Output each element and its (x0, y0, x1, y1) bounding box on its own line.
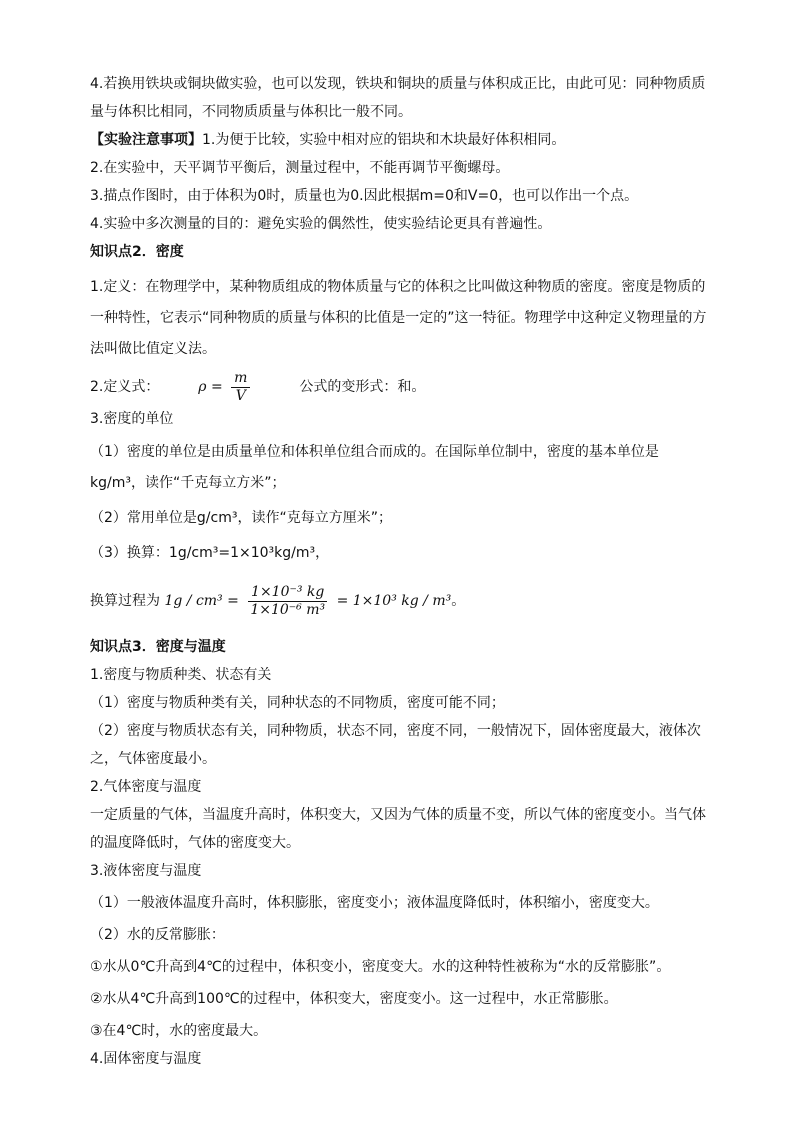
conversion-line (90, 579, 710, 623)
formula-numerator: m (231, 370, 250, 388)
notes-item-4: 4.实验中多次测量的目的：避免实验的偶然性，使实验结论更具有普遍性。 (90, 216, 552, 232)
water-anomaly-a: ①水从0℃升高到4℃的过程中，体积变小，密度变大。水的这种特性被称为“水的反常膨胀”。 (90, 959, 671, 975)
temp-section-1-item-2: （2）密度与物质状态有关，同种物质，状态不同，密度不同，一般情况下，固体密度最大，液体次之，气体密度最小。 (90, 723, 701, 767)
notes-line-1 (90, 126, 710, 154)
temp-section-4: 4.固体密度与温度 (90, 1051, 202, 1067)
unit-item-2: （2）常用单位是g/cm³，读作“克每立方厘米”； (90, 510, 392, 526)
conversion-rhs: = 1×10³ kg / m³ (336, 593, 452, 609)
temp-section-3-item-1: （1）一般液体温度升高时，体积膨胀，密度变小；液体温度降低时，体积缩小，密度变大。 (90, 895, 659, 911)
paragraph-iron-copper: 4.若换用铁块或铜块做实验，也可以发现，铁块和铜块的质量与体积成正比，由此可见：同种物质质量与体积比相同，不同物质质量与体积比一般不同。 (90, 76, 706, 120)
notes-heading: 【实验注意事项】 (90, 132, 202, 148)
conversion-label: 换算过程为 (90, 593, 160, 609)
formula-fraction (231, 370, 250, 405)
unit-item-1: （1）密度的单位是由质量单位和体积单位组合而成的。在国际单位制中，密度的基本单位是kg/m³，读作“千克每立方米”； (90, 444, 659, 491)
conversion-numerator: 1×10⁻³ kg (248, 584, 327, 602)
knowledge-point-2-title: 知识点2．密度 (90, 244, 184, 260)
temp-section-3: 3.液体密度与温度 (90, 863, 202, 879)
water-anomaly-c: ③在4℃时，水的密度最大。 (90, 1023, 268, 1039)
conversion-end: 。 (451, 593, 466, 609)
temp-section-3-item-2: （2）水的反常膨胀： (90, 927, 225, 943)
formula-label: 2.定义式： (90, 379, 160, 395)
temp-section-2: 2.气体密度与温度 (90, 779, 202, 795)
formula-equals: = (210, 379, 223, 395)
notes-item-2: 2.在实验中，天平调节平衡后，测量过程中，不能再调节平衡螺母。 (90, 160, 510, 176)
document-page (90, 70, 710, 1073)
conversion-lhs: 1g / cm³ = (164, 593, 239, 609)
formula-line (90, 369, 710, 405)
temp-section-1-item-1: （1）密度与物质种类有关，同种状态的不同物质，密度可能不同； (90, 695, 505, 711)
unit-title: 3.密度的单位 (90, 411, 174, 427)
formula-denominator: V (235, 387, 246, 404)
water-anomaly-b: ②水从4℃升高到100℃的过程中，体积变大，密度变小。这一过程中，水正常膨胀。 (90, 991, 618, 1007)
formula-rho: ρ (198, 379, 207, 395)
notes-item-3: 3.描点作图时，由于体积为0时，质量也为0.因此根据m=0和V=0，也可以作出一个点。 (90, 188, 639, 204)
notes-item-1: 1.为便于比较，实验中相对应的铝块和木块最好体积相同。 (202, 132, 566, 148)
formula-variant: 公式的变形式：和。 (299, 379, 426, 395)
temp-section-2-body: 一定质量的气体，当温度升高时，体积变大，又因为气体的质量不变，所以气体的密度变小。当气体的温度降低时，气体的密度变大。 (90, 807, 706, 851)
conversion-fraction (247, 584, 328, 619)
temp-section-1: 1.密度与物质种类、状态有关 (90, 667, 272, 683)
density-definition: 1.定义：在物理学中，某种物质组成的物体质量与它的体积之比叫做这种物质的密度。密度是物质的一种特性，它表示“同种物质的质量与体积的比值是一定的”这一特征。物理学中这种定义物理量的方法叫做比值定义法。 (90, 279, 707, 357)
knowledge-point-3-title: 知识点3．密度与温度 (90, 639, 226, 655)
unit-item-3: （3）换算：1g/cm³=1×10³kg/m³， (90, 545, 330, 561)
conversion-denominator: 1×10⁻⁶ m³ (250, 601, 326, 618)
